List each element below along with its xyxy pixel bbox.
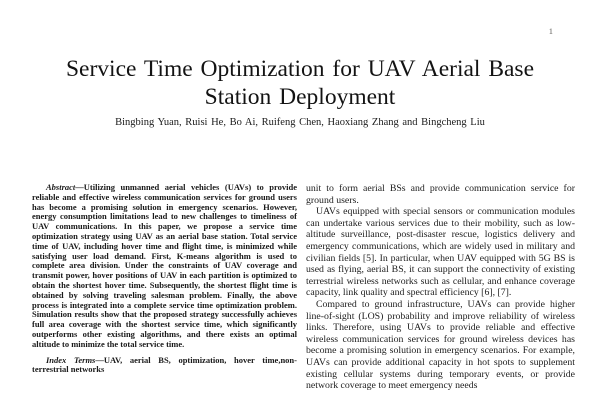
paper-title <box>0 55 600 111</box>
paper-title-line-2: Station Deployment <box>204 84 396 110</box>
right-column <box>306 183 575 392</box>
abstract-paragraph <box>32 183 297 350</box>
body-paragraph-los-advantages: Compared to ground infrastructure, UAVs can provide higher line-of-sight (LOS) probability and improve reliability of wireless links. Therefore, using UAVs to provide reliable and effective wireless communication services for ground wireless devices has become a promising solution in emergency scenarios. For example, UAVs can provide additional capacity in hot spots to supplement existing cellular systems during temporary events, or provide network coverage to meet emergency needs <box>306 298 575 392</box>
index-terms-text: —UAV, aerial BS, optimization, hover time,non-terrestrial networks <box>32 354 297 375</box>
abstract-text: —Utilizing unmanned aerial vehicles (UAVs) to provide reliable and effective wireless communication services for ground users has become a promising solution in emergency scenarios. However, energy consumption limitations lead to new challenges to timeliness of UAV communications. In this paper, we propose a service time optimization strategy using UAV as an aerial base station. Total service time of UAV, including hover time and flight time, is minimized while satisfying user load demand. First, K-means algorithm is used to complete area division. Under the constraints of UAV coverage and transmit power, hover positions of UAV in each partition is optimized to obtain the shortest hover time. Subsequently, the shortest flight time is obtained by solving traveling salesman problem. Finally, the above process is integrated into a complete service time optimization problem. Simulation results show that the proposed strategy successfully achieves full area coverage with the shortest service time, which significantly outperforms other existing algorithms, and there exists an optimal altitude to minimize the total service time. <box>32 182 297 349</box>
index-terms-label: Index Terms <box>46 354 96 365</box>
index-terms-paragraph <box>32 356 297 376</box>
page-number: 1 <box>548 26 553 36</box>
abstract-label: Abstract <box>46 182 76 192</box>
left-column <box>32 183 297 392</box>
authors-line: Bingbing Yuan, Ruisi He, Bo Ai, Ruifeng Chen, Haoxiang Zhang and Bingcheng Liu <box>115 117 485 128</box>
paper-title-line-1: Service Time Optimization for UAV Aerial Base <box>65 56 535 82</box>
body-paragraph-continuation: unit to form aerial BSs and provide communication service for ground users. <box>306 183 575 206</box>
body-paragraph-uav-services: UAVs equipped with special sensors or communication modules can undertake various services due to their mobility, such as low-altitude surveillance, post-disaster rescue, logistics delivery and emergency communications, which are widely used in military and civilian fields [5]. In particular, when UAV equipped with 5G BS is used as flying, aerial BS, it can support the connectivity of existing terrestrial wireless networks such as cellular, and enhance coverage capacity, link quality and spectral efficiency [6], [7]. <box>306 206 575 299</box>
two-column-body <box>32 183 575 392</box>
